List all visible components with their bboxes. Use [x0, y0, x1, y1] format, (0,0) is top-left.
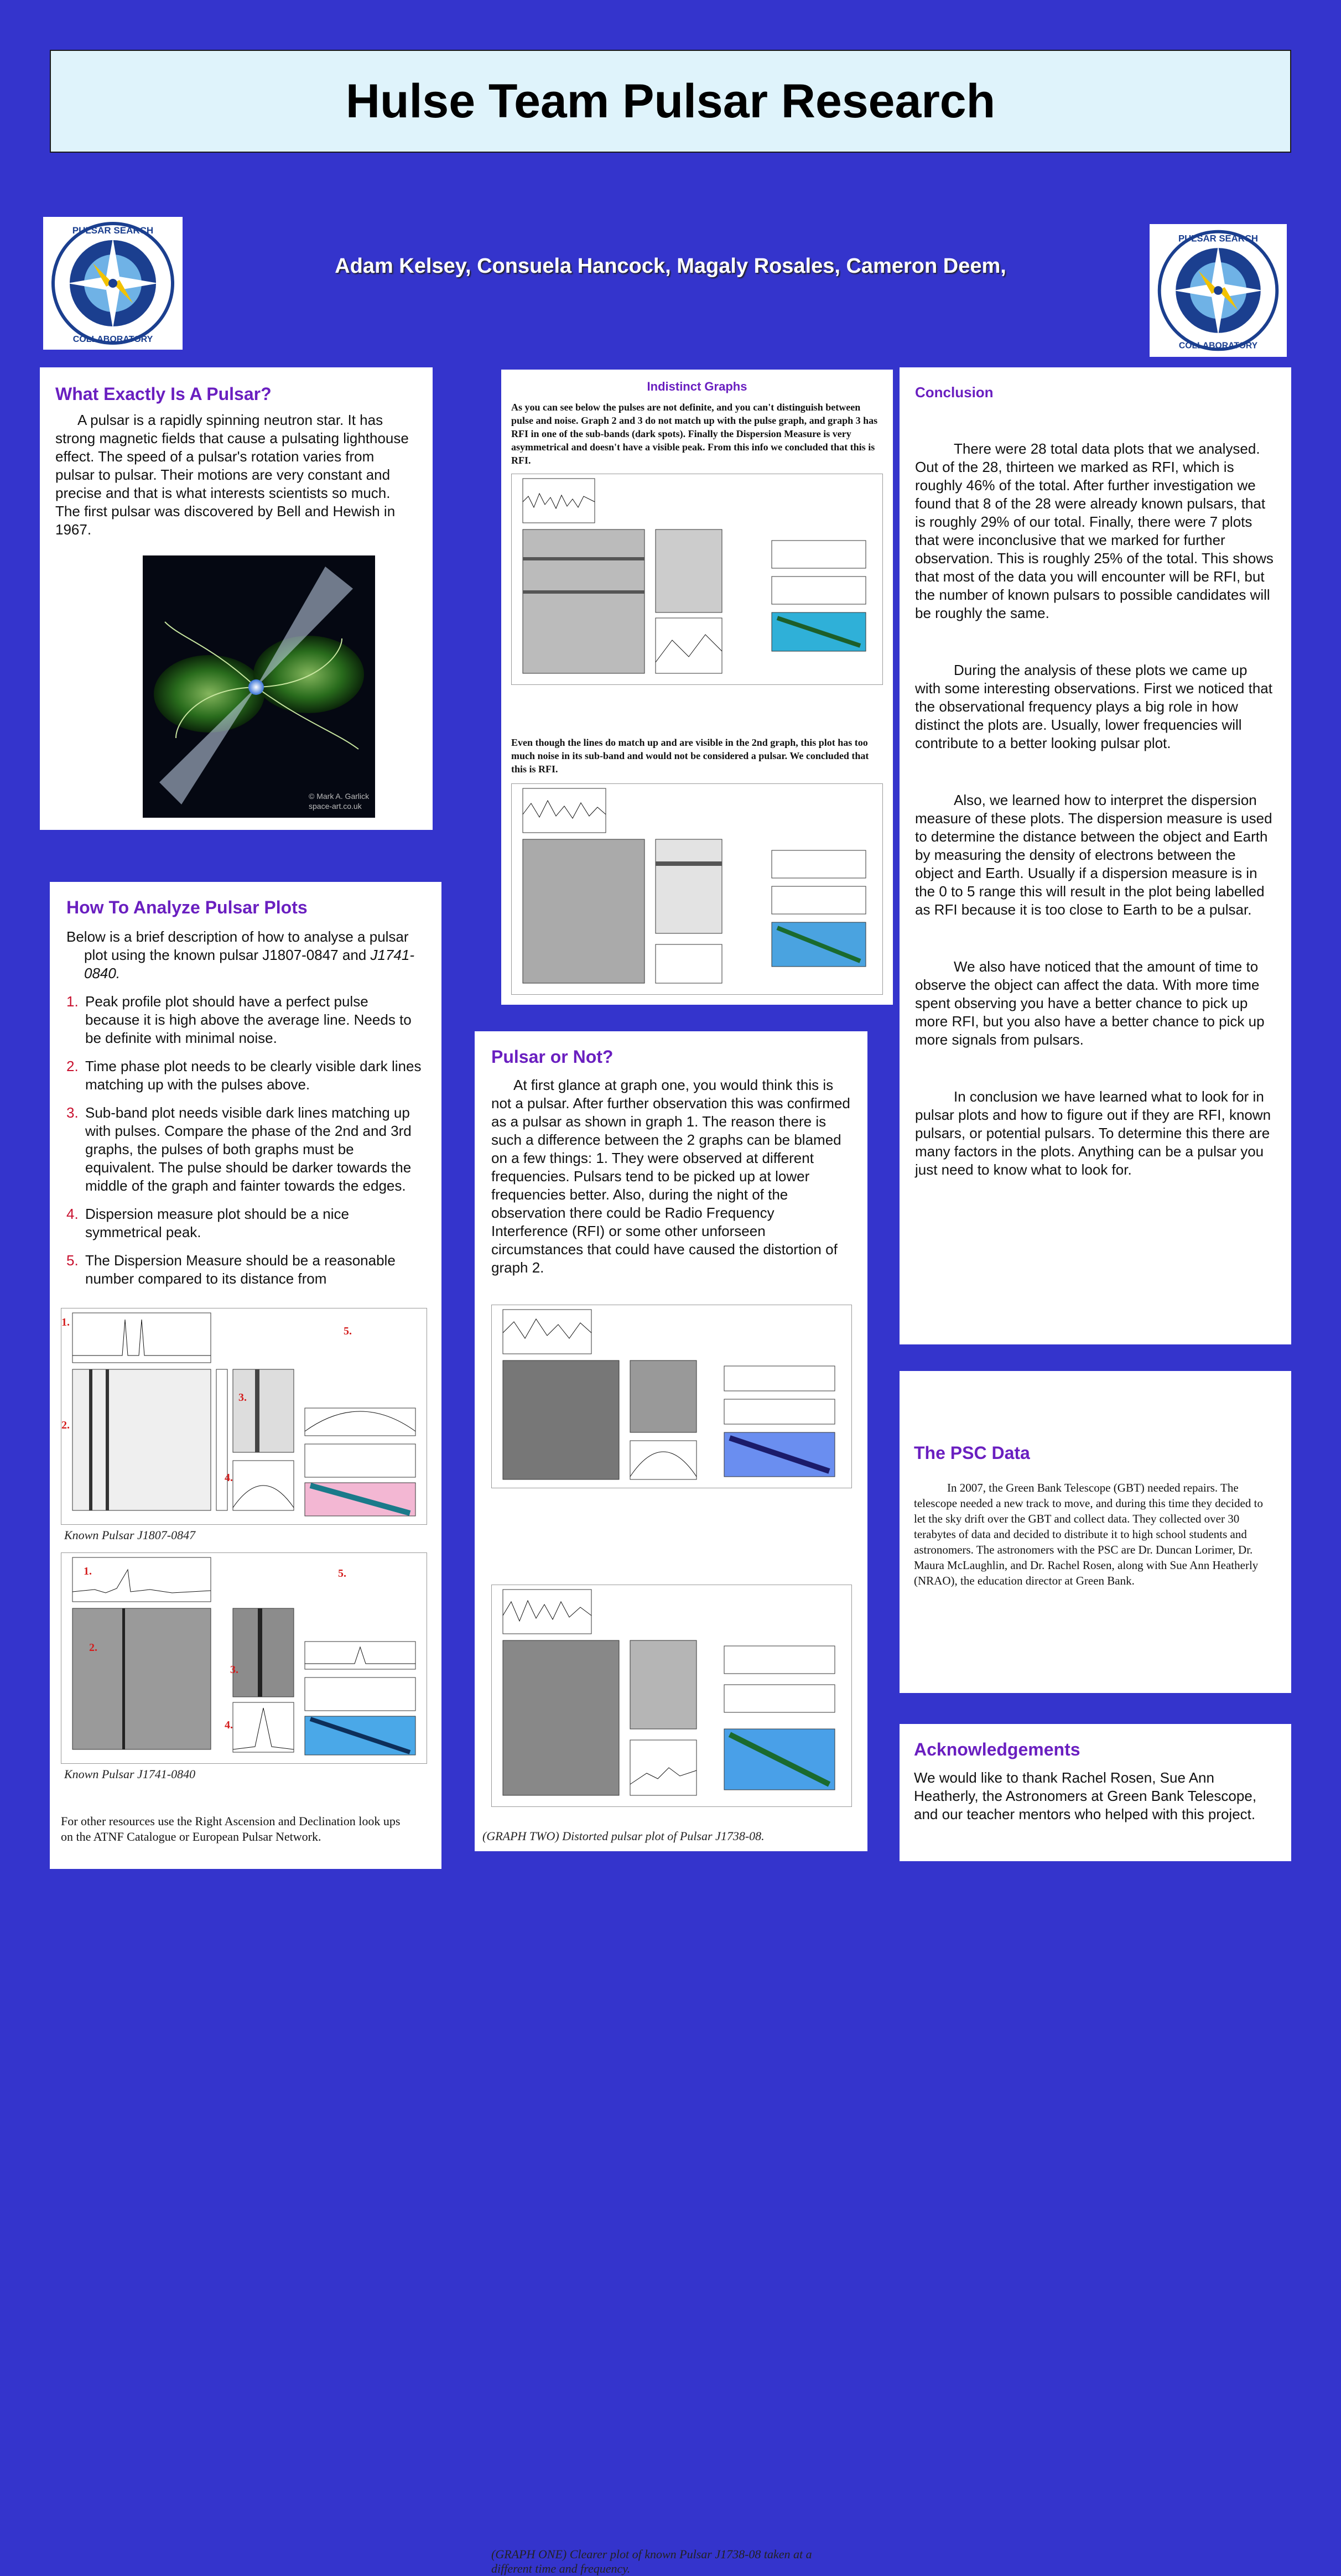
- plot-marker: 5.: [344, 1325, 352, 1337]
- compass-logo-icon: [43, 217, 183, 350]
- graph-two-caption: (GRAPH TWO) Distorted pulsar plot of Pulsar J1738-08.: [482, 1829, 765, 1843]
- graph-one-plot: [491, 1305, 852, 1488]
- pulsar-definition-text: A pulsar is a rapidly spinning neutron star. It has strong magnetic fields that cause a pulsating lighthouse effect. The speed of a pulsar's rotation varies from pulsar to pulsar. Their motions are very constant and precise and that is what interests scientists so much. The first pulsar was discovered by Bell and Hewish in 1967.: [55, 412, 409, 538]
- psc-data-text: In 2007, the Green Bank Telescope (GBT) needed repairs. The telescope needed a new track to move, and during this time they decided to let the sky drift over the GBT and collect data. They collected over 30 terabytes of data and decided to distribute it to high school students and astronomers. The astronomers with the PSC are Dr. Duncan Lorimer, Dr. Maura McLaughlin, and Dr. Rachel Rosen, along with Sue Ann Heatherly (NRAO), the education director at Green Bank.: [914, 1481, 1263, 1587]
- conclusion-paragraph: During the analysis of these plots we came up with some interesting observations. First we noticed that the observational frequency plays a big role in how distinct the plots are. Usually, lower frequencies will contribute to a better looking pulsar plot.: [915, 662, 1272, 751]
- authors-line: Adam Kelsey, Consuela Hancock, Magaly Rosales, Cameron Deem,: [335, 255, 1006, 278]
- plot-marker: 3.: [238, 1391, 247, 1404]
- svg-text:© Mark A. Garlick: © Mark A. Garlick: [309, 792, 370, 801]
- plot-marker: 1.: [84, 1565, 92, 1577]
- psc-logo-right: [1150, 224, 1287, 357]
- list-item: 1. Peak profile plot should have a perfect pulse because it is high above the average line. Needs to be definite with minimal noise.: [66, 993, 412, 1046]
- conclusion-panel: [900, 367, 1291, 1344]
- svg-text:COLLABORATORY: COLLABORATORY: [72, 335, 153, 344]
- pulsar-definition-panel: [40, 367, 433, 830]
- psc-logo-left: [43, 217, 183, 350]
- graph-two-plot: [491, 1585, 852, 1807]
- conclusion-paragraph: Also, we learned how to interpret the dispersion measure of these plots. The dispersion measure is used to determine the distance between the object and Earth by measuring the density of electrons between the object and Earth. Usually if a dispersion measure is in the 0 to 5 range this will result in the plot being labelled as RFI because it is too close to Earth to be a pulsar.: [915, 792, 1272, 918]
- list-item: 3. Sub-band plot needs visible dark lines matching up with pulses. Compare the phase of the 2nd and 3rd graphs, the pulses of both graphs must be equivalent. The pulse should be darker towards the middle of the graph and fainter towards the edges.: [66, 1104, 412, 1194]
- plot-marker: 4.: [225, 1472, 233, 1484]
- pulsar-plot-graphic: [61, 1553, 427, 1763]
- poster-title: Hulse Team Pulsar Research: [345, 74, 996, 128]
- pulsar-or-not-text: At first glance at graph one, you would think this is not a pulsar. After further observation this was confirmed as a pulsar as shown in graph 1. The reason there is such a difference between the 2 graphs can be blamed on a few things: 1. They were observed at different frequencies. Pulsars tend to be picked up at lower frequencies better. Also, during the night of the observation there could be Radio Frequency Interference (RFI) or some other unforseen circumstances that could have caused the distortion of graph 2.: [491, 1077, 850, 1276]
- plot-marker: 1.: [61, 1316, 70, 1328]
- plot-caption: Known Pulsar J1807-0847: [64, 1528, 196, 1542]
- pulsar-or-not-panel: [475, 1031, 867, 2575]
- plot-marker: 5.: [338, 1567, 346, 1580]
- section-heading: Acknowledgements: [914, 1739, 1080, 1759]
- pulsar-plot-graphic: [492, 1305, 851, 1488]
- plot-marker: 3.: [230, 1664, 238, 1676]
- pulsar-plot-graphic: [61, 1308, 427, 1524]
- title-banner: [50, 50, 1291, 153]
- neutron-star-icon: [143, 555, 375, 818]
- analysis-steps-list: [66, 993, 425, 1288]
- conclusion-paragraph: There were 28 total data plots that we analysed. Out of the 28, thirteen we marked as RFI, which is roughly 46% of the total. After further investigation we found that 8 of the 28 were already known pulsars, that is roughly 29% of our total. Finally, there were 7 plots that were inconclusive that we marked for further observation. This is roughly 25% of the total. This shows that most of the data you will encounter will be RFI, but the number of known pulsars to possible candidates will be roughly the same.: [915, 440, 1274, 621]
- section-heading: Indistinct Graphs: [647, 380, 747, 393]
- svg-text:PULSAR SEARCH: PULSAR SEARCH: [1178, 233, 1258, 244]
- indistinct-text-1: As you can see below the pulses are not definite, and you can't distinguish between pulse and noise. Graph 2 and 3 do not match up with the pulse graph, and graph 3 has RFI in one of the sub-bands (dark spots). Finally the Dispersion Measure is very asymmetrical and doesn't have a visible peak. From this info we concluded that this is RFI.: [511, 402, 878, 466]
- known-pulsar-plot-2: [61, 1552, 427, 1764]
- svg-text:COLLABORATORY: COLLABORATORY: [1178, 341, 1258, 351]
- psc-data-panel: [900, 1371, 1291, 1693]
- list-item: 2. Time phase plot needs to be clearly visible dark lines matching up with the pulses above.: [66, 1058, 422, 1093]
- known-pulsar-plot-1: [61, 1308, 427, 1525]
- compass-logo-icon: [1150, 224, 1287, 357]
- pulsar-illustration: [143, 555, 375, 818]
- svg-text:space-art.co.uk: space-art.co.uk: [309, 802, 362, 811]
- indistinct-plot-2: [511, 783, 883, 995]
- indistinct-text-2: Even though the lines do match up and are visible in the 2nd graph, this plot has too much noise in its sub-band and would not be considered a pulsar. We concluded that this is RFI.: [511, 737, 869, 775]
- pulsar-plot-graphic: [512, 474, 882, 684]
- list-item: 4. Dispersion measure plot should be a nice symmetrical peak.: [66, 1206, 349, 1240]
- plot-marker: 2.: [89, 1642, 97, 1654]
- indistinct-graphs-panel: [501, 370, 893, 1005]
- conclusion-paragraph: In conclusion we have learned what to look for in pulsar plots and how to figure out if they are RFI, known pulsars, or potential pulsars. To determine this there are many factors in the plots. Anything can be a pulsar you just need to know what to look for.: [915, 1088, 1271, 1178]
- conclusion-paragraph: We also have noticed that the amount of time to observe the object can affect the data. With more time spent observing you have a better chance to pick up more RFI, but you also have a better chance to pick up more signals from pulsars.: [915, 958, 1265, 1048]
- section-heading: What Exactly Is A Pulsar?: [55, 384, 272, 404]
- acknowledgements-panel: [900, 1724, 1291, 1861]
- acknowledgements-text: We would like to thank Rachel Rosen, Sue Ann Heatherly, the Astronomers at Green Bank Telescope, and our teacher mentors who helped with this project.: [914, 1769, 1257, 1822]
- svg-text:PULSAR SEARCH: PULSAR SEARCH: [72, 225, 154, 236]
- resources-footer: For other resources use the Right Ascension and Declination look ups on the ATNF Catalogue or European Pulsar Network.: [61, 1814, 401, 1843]
- graph-one-caption: (GRAPH ONE) Clearer plot of known Pulsar J1738-08 taken at a different time and frequency.: [491, 2547, 812, 2575]
- list-item: 5. The Dispersion Measure should be a reasonable number compared to its distance from: [66, 1252, 396, 1287]
- plot-marker: 4.: [225, 1719, 233, 1731]
- plot-marker: 2.: [61, 1419, 70, 1431]
- plot-caption: Known Pulsar J1741-0840: [64, 1767, 196, 1781]
- section-heading: Conclusion: [915, 384, 994, 401]
- pulsar-plot-graphic: [492, 1585, 851, 1806]
- pulsar-plot-graphic: [512, 784, 882, 994]
- analyze-intro: Below is a brief description of how to analyse a pulsar plot using the known pulsar J1807-0847 and J1741-0840.: [66, 928, 414, 981]
- indistinct-plot-1: [511, 474, 883, 685]
- section-heading: How To Analyze Pulsar Plots: [66, 897, 308, 917]
- section-heading: The PSC Data: [914, 1443, 1030, 1463]
- section-heading: Pulsar or Not?: [491, 1047, 614, 1067]
